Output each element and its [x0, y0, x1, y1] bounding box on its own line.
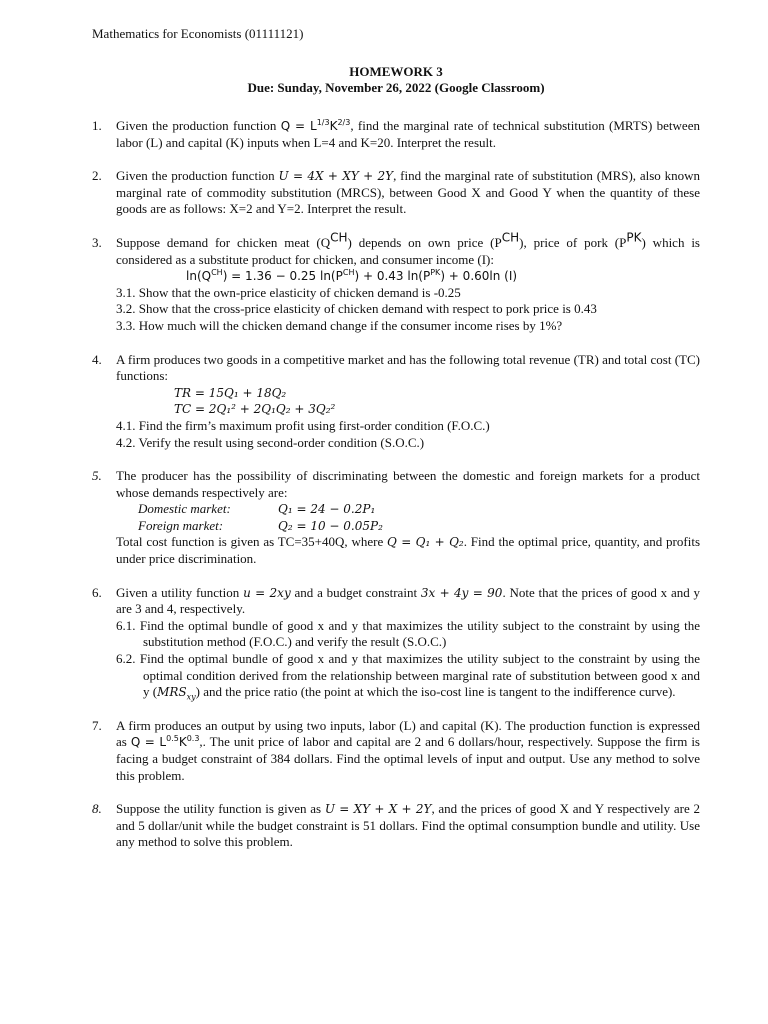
- production-function: $Q = L^{0.5}K^{0.3}$: [130, 734, 200, 750]
- question-number: 7.: [92, 717, 102, 733]
- question-number: 3.: [92, 234, 102, 250]
- question-1: 1. Given the production function $Q = L^{1/3}K^{2/3}$, find the marginal rate of technical substitution (MRTS) between labor (L) and capital (K) inputs when L=4 and K=20. Interpret the result.: [92, 118, 700, 150]
- sub-question: 3.3. How much will the chicken demand change if the consumer income rises by 1%?: [116, 317, 563, 333]
- foreign-market-demand: Foreign market: Q₂ = 10 − 0.05P₂: [138, 517, 383, 533]
- sub-question: 4.1. Find the firm’s maximum profit using first-order condition (F.O.C.): [116, 417, 490, 433]
- question-6: 6. Given a utility function u = 2xy and a budget constraint 3x + 4y = 90. Note that the prices of good x and y are 3 and 4, respectively. 6.1. Find the optimal bundle of good x and y that maximizes the utility subject to the constraint by using the substitution method (F.O.C.) and verify the result (S.O.C.) 6.2. Find the optimal bundle of good x and y that maximizes the utility subject to the constraint by using the optimal condition derived from the relationship between marginal rate of substitution between good x and y $(MRS_{xy})$ and the price ratio (the point at which the iso-cost line is tangent to the indifference curve).: [92, 584, 701, 702]
- sub-question: 4.2. Verify the result using second-order condition (S.O.C.): [116, 434, 425, 450]
- question-number: 1.: [92, 118, 102, 133]
- total-cost-text: Total cost function is given as TC=35+40Q, where Q = Q₁ + Q₂. Find the optimal price, quantity, and profits under price discrimination.: [116, 534, 701, 567]
- due-date: Due: Sunday, November 26, 2022 (Google Classroom): [247, 80, 545, 95]
- question-number: 2.: [92, 168, 102, 184]
- question-4: 4. A firm produces two goods in a competitive market and has the following total revenue (TR) and total cost (TC) functions: TR = 15Q₁ + 18Q₂ TC = 2Q₁² + 2Q₁Q₂ + 3Q₂² 4.1. Find the firm’s maximum profit using first-order condition (F.O.C.) 4.2. Verify the result using second-order condition (S.O.C.): [92, 351, 700, 450]
- question-list: [92, 118, 700, 851]
- domestic-market-demand: Domestic market: Q₁ = 24 − 0.2P₁: [138, 501, 376, 517]
- homework-page: [92, 26, 700, 851]
- question-number: 4.: [92, 351, 102, 367]
- sub-question: 6.1. Find the optimal bundle of good x and y that maximizes the utility subject to the constraint by using the substitution method (F.O.C.) and verify the result (S.O.C.): [116, 617, 700, 650]
- sub-question: 3.2. Show that the cross-price elasticity of chicken demand with respect to pork price is 0.43: [116, 301, 597, 317]
- sub-question: 3.1. Show that the own-price elasticity of chicken demand is -0.25: [116, 284, 461, 300]
- question-2: 2. Given the production function U = 4X + XY + 2Y, find the marginal rate of substitution (MRS), also known marginal rate of commodity substitution (MRCS), between Good X and Good Y when the quantity of these goods are as follows: X=2 and Y=2. Interpret the result.: [92, 168, 700, 217]
- homework-title: HOMEWORK 3: [349, 64, 443, 79]
- total-cost-equation: TC = 2Q₁² + 2Q₁Q₂ + 3Q₂²: [174, 402, 336, 417]
- production-function: $Q = L^{1/3}K^{2/3}$: [280, 118, 351, 133]
- utility-function: U = XY + X + 2Y: [324, 802, 432, 817]
- total-revenue-equation: TR = 15Q₁ + 18Q₂: [174, 385, 287, 400]
- question-7: 7. A firm produces an output by using two inputs, labor (L) and capital (K). The production function is expressed as $Q = L^{0.5}K^{0.3}$,. The unit price of labor and capital are 2 and 6 dollars/hour, respectively. Suppose the firm is facing a budget constraint of 384 dollars. Find the optimal levels of input and output. Use any method to solve this problem.: [92, 717, 700, 783]
- course-title: Mathematics for Economists (01111121): [92, 26, 304, 41]
- question-number: 5.: [92, 468, 102, 484]
- question-number: 6.: [92, 584, 102, 600]
- demand-equation: $\ln(Q^{CH}) = 1.36 - 0.25$ $\ln(P^{CH}) + 0.43$ $\ln(P^{PK}) + 0.60\ln$ (I): [186, 268, 518, 284]
- question-3: 3. Suppose demand for chicken meat $(Q^{CH})$ depends on own price $(P^{CH})$, price of pork $(P^{PK})$ which is considered as a substitute product for chicken, and consumer income (I): $\ln(Q^{CH}) = 1.36 - 0.25$ $\ln(P^{CH}) + 0.43$ $\ln(P^{PK}) + 0.60\ln$ (I) 3.1. Show that the own-price elasticity of chicken demand is -0.25 3.2. Show that the cross-price elasticity of chicken demand with respect to pork price is 0.43 3.3. How much will the chicken demand change if the consumer income rises by 1%?: [92, 230, 700, 333]
- question-number: 8.: [92, 801, 102, 817]
- sub-question: 6.2. Find the optimal bundle of good x and y that maximizes the utility subject to the constraint by using the optimal condition derived from the relationship between marginal rate of substitution between good x and y $(MRS_{xy})$ and the price ratio (the point at which the iso-cost line is tangent to the indifference curve).: [116, 651, 700, 702]
- utility-function: U = 4X + XY + 2Y: [278, 169, 394, 184]
- question-5: 5. The producer has the possibility of discriminating between the domestic and foreign markets for a product whose demands respectively are: Domestic market: Q₁ = 24 − 0.2P₁ Foreign market: Q₂ = 10 − 0.05P₂ Total cost function is given as TC=35+40Q, where Q = Q₁ + Q₂. Find the optimal price, quantity, and profits under price discrimination.: [92, 468, 701, 567]
- question-8: 8. Suppose the utility function is given as U = XY + X + 2Y, and the prices of good X and Y respectively are 2 and 5 dollar/unit while the budget constraint is 51 dollars. Find the optimal consumption bundle and utility. Use any method to solve this problem.: [92, 801, 700, 850]
